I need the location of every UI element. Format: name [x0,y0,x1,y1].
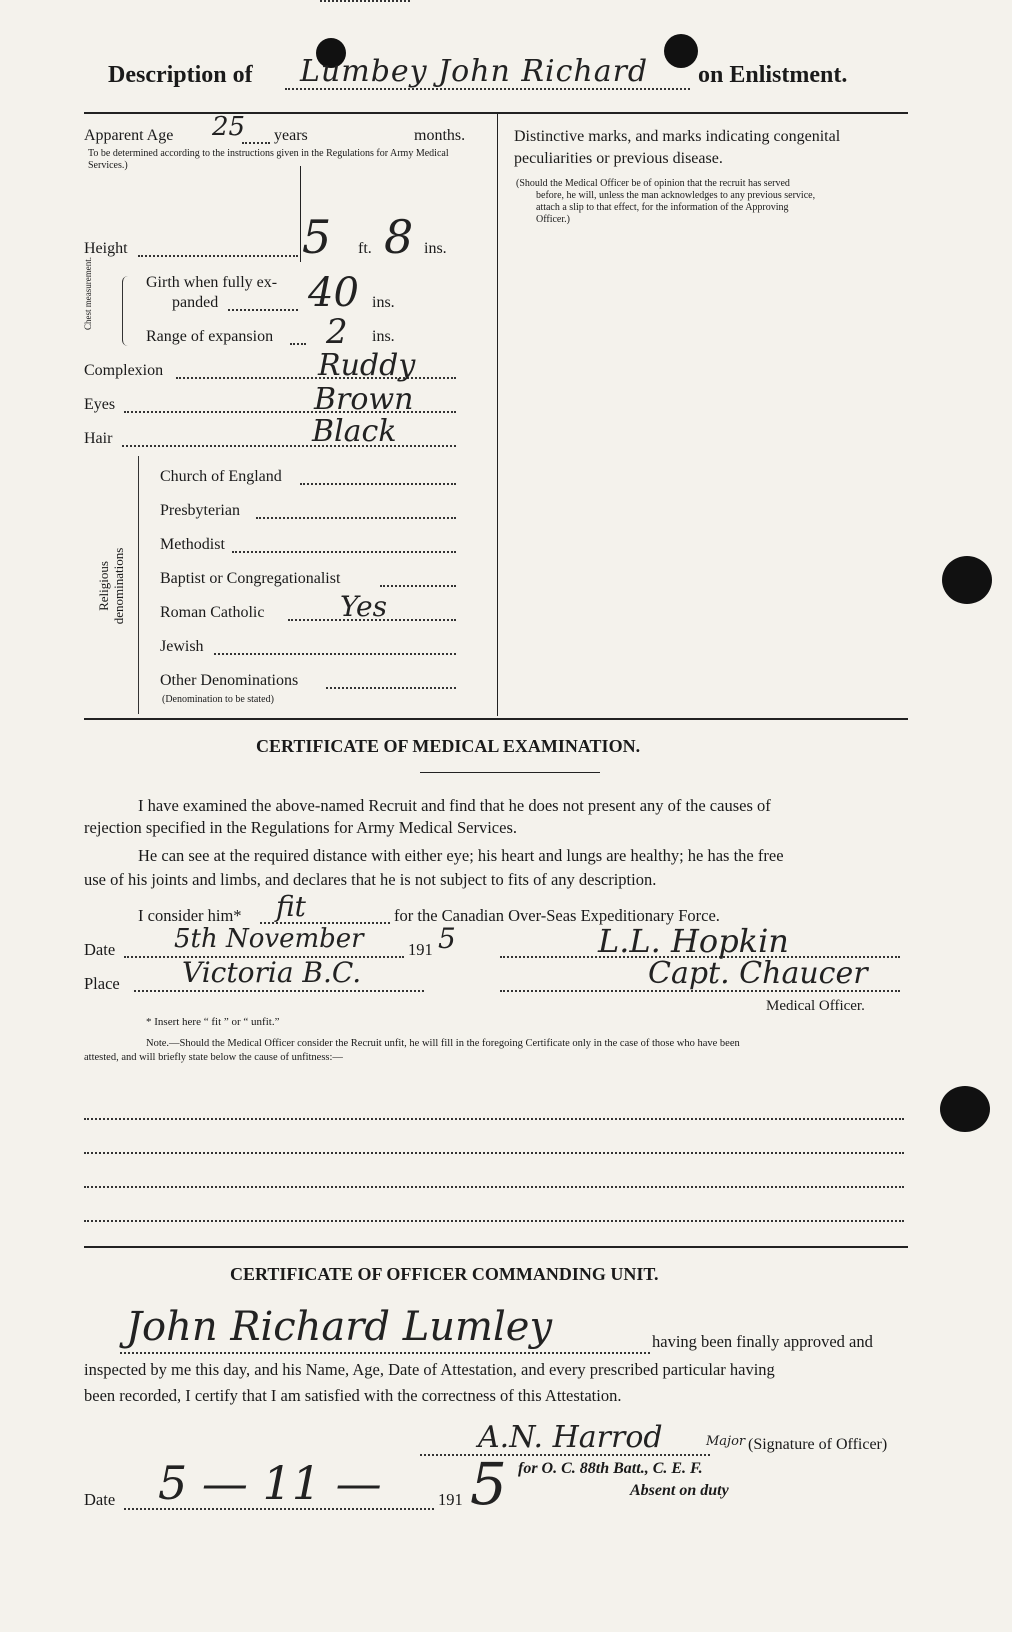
consider-suffix: for the Canadian Over-Seas Expeditionary Force. [394,906,720,925]
religion-baptist: Baptist or Congregationalist [160,570,341,587]
punch-hole-right-low [940,1086,990,1132]
religion-jewish: Jewish [160,638,204,655]
religion-dots-0 [300,483,456,485]
unfitness-line-4 [84,1220,904,1222]
medical-rank-value: Capt. Chaucer [648,956,868,991]
top-rule [84,112,908,114]
mid-rule [84,718,908,720]
range-unit: ins. [372,328,395,345]
girth-unit: ins. [372,294,395,311]
religion-label: Religious denominations [96,547,126,625]
consider-value: fit [276,890,306,923]
ft-label: ft. [358,240,372,257]
months-dots [320,0,410,2]
religion-dots-2 [232,551,456,553]
religion-dots-1 [256,517,456,519]
religion-dots-5 [214,653,456,655]
stamp-line-1: for O. C. 88th Batt., C. E. F. [518,1460,703,1477]
medical-title: CERTIFICATE OF MEDICAL EXAMINATION. [256,736,641,756]
officer-title: CERTIFICATE OF OFFICER COMMANDING UNIT. [230,1264,659,1284]
medical-note-line1: Note.—Should the Medical Officer consider the Recruit unfit, he will fill in the foregoing Certificate only in the case of those who have been [146,1038,740,1049]
header-suffix: on Enlistment. [698,62,848,88]
distinctive-note-4: Officer.) [536,214,570,225]
major-label: Major [706,1434,746,1449]
religion-methodist: Methodist [160,536,225,553]
distinctive-marks-heading-2: peculiarities or previous disease. [514,150,723,167]
unfitness-line-1 [84,1118,904,1120]
officer-year-prefix: 191 [438,1490,463,1509]
unfitness-line-2 [84,1152,904,1154]
recruit-signature: John Richard Lumley [126,1304,553,1350]
religion-church-of-england: Church of England [160,468,282,485]
eyes-value: Brown [314,382,414,417]
lower-rule [84,1246,908,1248]
officer-date-value: 5 — 11 — [158,1456,382,1510]
range-value: 2 [326,312,348,352]
medical-para1-line2: rejection specified in the Regulations for Army Medical Services. [84,818,517,837]
age-value: 25 [212,112,246,142]
religion-other: Other Denominations [160,672,299,689]
complexion-value: Ruddy [318,348,416,383]
header-prefix: Description of [108,62,253,88]
medical-title-underline [420,772,600,773]
religion-other-note: (Denomination to be stated) [162,694,274,705]
chest-brace [122,276,131,346]
religion-roman-catholic: Roman Catholic [160,604,265,621]
months-label: months. [414,127,466,144]
officer-line1-suffix: having been finally approved and [652,1332,873,1351]
punch-hole-right-mid [942,556,992,604]
height-in-value: 8 [384,210,414,264]
unfitness-line-3 [84,1186,904,1188]
girth-dots [228,309,298,311]
officer-date-label: Date [84,1490,116,1509]
girth-label-1: Girth when fully ex- [146,274,278,291]
hair-label: Hair [84,430,113,447]
religion-brace [138,456,147,714]
header-name: Lumbey John Richard [300,54,649,89]
medical-date-value: 5th November [174,924,364,954]
officer-line3: been recorded, I certify that I am satisfied with the correctness of this Attestation. [84,1386,622,1405]
medical-date-label: Date [84,940,116,959]
distinctive-note-1: (Should the Medical Officer be of opinion that the recruit has served [516,178,790,189]
recruit-signature-dots [120,1352,650,1354]
medical-place-label: Place [84,974,120,993]
chest-label: Chest measurement. [83,257,93,330]
eyes-label: Eyes [84,396,116,413]
stamp-line-2: Absent on duty [630,1482,729,1499]
distinctive-note-2: before, he will, unless the man acknowledges to any previous service, [536,190,816,201]
medical-para2-line2: use of his joints and limbs, and declares that he is not subject to fits of any description. [84,870,657,889]
ins-label: ins. [424,240,447,257]
religion-dots-3 [380,585,456,587]
medical-year-prefix: 191 [408,940,433,959]
medical-para2-line1: He can see at the required distance with either eye; his heart and lungs are healthy; he has the free [138,846,784,865]
age-note: To be determined according to the instructions given in the Regulations for Army Medical Services.) [88,148,449,171]
age-dots [242,142,270,144]
header-name-dots [285,88,690,90]
distinctive-note-3: attach a slip to that effect, for the information of the Approving [536,202,789,213]
punch-hole-top-right [664,34,698,68]
medical-place-dots [134,990,424,992]
officer-signature: A.N. Harrod [478,1420,663,1455]
height-dots [138,255,298,257]
hair-value: Black [312,414,397,449]
consider-label: I consider him* [138,906,242,925]
range-dots [290,343,306,345]
officer-signature-dots [420,1454,710,1456]
officer-year-digit: 5 [470,1450,507,1518]
apparent-age-label: Apparent Age [84,127,174,144]
distinctive-marks-heading-1: Distinctive marks, and marks indicating congenital [514,128,841,145]
height-label: Height [84,240,128,257]
signature-of-officer-label: (Signature of Officer) [748,1436,888,1453]
religion-roman-catholic-value: Yes [340,590,387,623]
religion-dots-6 [326,687,456,689]
years-label: years [274,127,308,144]
medical-note-line2: attested, and will briefly state below the cause of unfitness:— [84,1052,343,1063]
insert-note: * Insert here “ fit ” or “ unfit.” [146,1016,280,1028]
hair-dots [122,445,456,447]
medical-place-value: Victoria B.C. [182,956,362,989]
range-label: Range of expansion [146,328,274,345]
medical-year-digit: 5 [438,922,456,955]
girth-value: 40 [308,270,359,316]
girth-label-2: panded [172,294,219,311]
height-column-line [300,166,301,262]
complexion-label: Complexion [84,362,164,379]
vertical-divider [497,114,498,716]
medical-para1-line1: I have examined the above-named Recruit and find that he does not present any of the causes of [138,796,771,815]
officer-line2: inspected by me this day, and his Name, Age, Date of Attestation, and every prescribed particular having [84,1360,775,1379]
medical-officer-label: Medical Officer. [766,998,865,1014]
medical-officer-signature: L.L. Hopkin [598,922,789,960]
religion-presbyterian: Presbyterian [160,502,240,519]
height-ft-value: 5 [302,210,332,264]
